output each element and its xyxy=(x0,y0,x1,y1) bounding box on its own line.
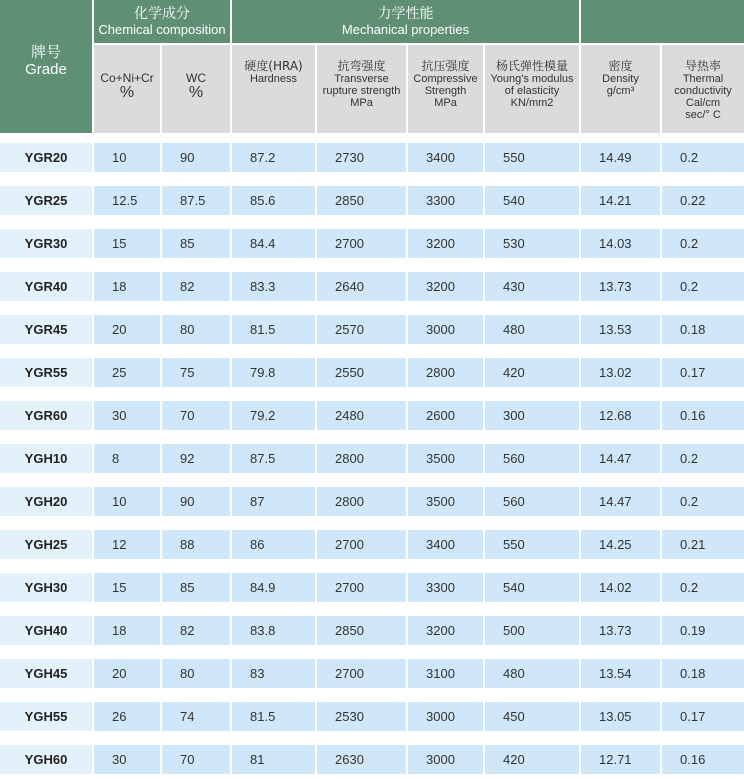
density-cell: 13.05 xyxy=(581,702,660,731)
density-cell: 13.73 xyxy=(581,616,660,645)
wc-label: WC xyxy=(186,71,206,85)
compressive-strength-cell: 3000 xyxy=(408,315,483,344)
compressive-strength-cell: 3200 xyxy=(408,272,483,301)
table-row xyxy=(0,573,744,602)
compressive-strength-cell: 3500 xyxy=(408,487,483,516)
thermal-cn: 导热率 xyxy=(684,59,721,73)
rupture-strength-cell: 2700 xyxy=(317,573,406,602)
hardness-cell: 83.8 xyxy=(232,616,315,645)
table-row xyxy=(0,358,744,387)
grade-cell: YGH45 xyxy=(0,659,92,688)
density-cell: 14.25 xyxy=(581,530,660,559)
density-cell: 13.02 xyxy=(581,358,660,387)
wc-cell: 85 xyxy=(162,229,230,258)
youngs-en-2: of elasticity xyxy=(504,85,560,97)
grade-cell: YGH55 xyxy=(0,702,92,731)
rupture-en-2: rupture strength xyxy=(322,85,401,97)
rupture-en-3: MPa xyxy=(350,97,373,109)
compressive-en-3: MPa xyxy=(434,97,457,109)
grade-cell: YGR30 xyxy=(0,229,92,258)
hardness-cell: 86 xyxy=(232,530,315,559)
conicr-cell: 15 xyxy=(94,573,160,602)
table-row xyxy=(0,659,744,688)
rupture-strength-cell: 2480 xyxy=(317,401,406,430)
density-cell: 14.03 xyxy=(581,229,660,258)
conicr-cell: 10 xyxy=(94,143,160,172)
compressive-strength-cell: 3400 xyxy=(408,530,483,559)
rupture-strength-cell: 2640 xyxy=(317,272,406,301)
youngs-modulus-cell: 480 xyxy=(485,659,579,688)
thermal-en-1: Thermal xyxy=(682,73,724,85)
table-row xyxy=(0,702,744,731)
hardness-cell: 81.5 xyxy=(232,315,315,344)
physical-header-top xyxy=(581,0,744,43)
chemical-header-en: Chemical composition xyxy=(98,22,226,37)
hardness-cell: 79.8 xyxy=(232,358,315,387)
wc-cell: 80 xyxy=(162,315,230,344)
thermal-en-2: conductivity xyxy=(674,85,732,97)
youngs-modulus-cell: 500 xyxy=(485,616,579,645)
youngs-modulus-cell: 480 xyxy=(485,315,579,344)
rupture-cn: 抗弯强度 xyxy=(337,59,386,73)
thermal-conductivity-cell: 0.18 xyxy=(662,315,744,344)
youngs-modulus-cell: 420 xyxy=(485,358,579,387)
conicr-cell: 30 xyxy=(94,401,160,430)
density-en-1: Density xyxy=(602,73,639,85)
compressive-strength-cell: 2600 xyxy=(408,401,483,430)
youngs-modulus-cell: 300 xyxy=(485,401,579,430)
grade-cell: YGH10 xyxy=(0,444,92,473)
wc-cell: 80 xyxy=(162,659,230,688)
conicr-cell: 20 xyxy=(94,315,160,344)
wc-header xyxy=(162,45,230,133)
grade-cell: YGR20 xyxy=(0,143,92,172)
wc-cell: 92 xyxy=(162,444,230,473)
hardness-cell: 84.9 xyxy=(232,573,315,602)
hardness-cell: 87.2 xyxy=(232,143,315,172)
thermal-conductivity-cell: 0.17 xyxy=(662,358,744,387)
compressive-strength-cell: 3300 xyxy=(408,186,483,215)
rupture-strength-cell: 2570 xyxy=(317,315,406,344)
grade-cell: YGR55 xyxy=(0,358,92,387)
thermal-conductivity-cell: 0.2 xyxy=(662,573,744,602)
table-row xyxy=(0,616,744,645)
hardness-cell: 83 xyxy=(232,659,315,688)
thermal-conductivity-cell: 0.2 xyxy=(662,229,744,258)
density-cell: 14.02 xyxy=(581,573,660,602)
density-en-2: g/cm³ xyxy=(606,85,635,97)
conicr-percent: % xyxy=(119,84,135,101)
grade-header xyxy=(0,0,92,133)
grade-cell: YGR45 xyxy=(0,315,92,344)
youngs-modulus-cell: 540 xyxy=(485,573,579,602)
conicr-cell: 18 xyxy=(94,272,160,301)
compressive-cn: 抗压强度 xyxy=(421,59,470,73)
chemical-composition-header xyxy=(94,0,230,43)
table-row xyxy=(0,186,744,215)
grade-header-en: Grade xyxy=(25,61,67,78)
rupture-strength-cell: 2550 xyxy=(317,358,406,387)
hardness-cell: 81.5 xyxy=(232,702,315,731)
thermal-conductivity-header xyxy=(662,45,744,133)
thermal-conductivity-cell: 0.19 xyxy=(662,616,744,645)
youngs-modulus-cell: 560 xyxy=(485,444,579,473)
conicr-label: Co+Ni+Cr xyxy=(100,71,154,85)
grade-cell: YGR25 xyxy=(0,186,92,215)
youngs-modulus-cell: 420 xyxy=(485,745,579,774)
thermal-conductivity-cell: 0.21 xyxy=(662,530,744,559)
rupture-strength-cell: 2700 xyxy=(317,229,406,258)
wc-cell: 87.5 xyxy=(162,186,230,215)
compressive-strength-cell: 3100 xyxy=(408,659,483,688)
compressive-strength-cell: 3200 xyxy=(408,616,483,645)
mechanical-header-cn: 力学性能 xyxy=(377,6,434,22)
density-cell: 14.49 xyxy=(581,143,660,172)
rupture-strength-cell: 2850 xyxy=(317,186,406,215)
hardness-cn: 硬度(HRA) xyxy=(244,59,303,73)
rupture-strength-cell: 2730 xyxy=(317,143,406,172)
grade-cell: YGH60 xyxy=(0,745,92,774)
wc-cell: 75 xyxy=(162,358,230,387)
thermal-conductivity-cell: 0.18 xyxy=(662,659,744,688)
wc-cell: 70 xyxy=(162,401,230,430)
compressive-strength-cell: 2800 xyxy=(408,358,483,387)
compressive-strength-header xyxy=(408,45,483,133)
wc-cell: 90 xyxy=(162,143,230,172)
conicr-cell: 25 xyxy=(94,358,160,387)
compressive-strength-cell: 3200 xyxy=(408,229,483,258)
hardness-cell: 87.5 xyxy=(232,444,315,473)
hardness-cell: 79.2 xyxy=(232,401,315,430)
thermal-conductivity-cell: 0.16 xyxy=(662,401,744,430)
wc-cell: 74 xyxy=(162,702,230,731)
rupture-strength-cell: 2800 xyxy=(317,487,406,516)
thermal-conductivity-cell: 0.22 xyxy=(662,186,744,215)
table-row xyxy=(0,315,744,344)
wc-cell: 82 xyxy=(162,616,230,645)
hardness-cell: 85.6 xyxy=(232,186,315,215)
compressive-strength-cell: 3000 xyxy=(408,745,483,774)
compressive-strength-cell: 3400 xyxy=(408,143,483,172)
thermal-conductivity-cell: 0.2 xyxy=(662,272,744,301)
compressive-strength-cell: 3500 xyxy=(408,444,483,473)
density-cell: 14.47 xyxy=(581,487,660,516)
conicr-cell: 12 xyxy=(94,530,160,559)
conicr-cell: 26 xyxy=(94,702,160,731)
grade-cell: YGH20 xyxy=(0,487,92,516)
youngs-modulus-cell: 550 xyxy=(485,143,579,172)
wc-cell: 88 xyxy=(162,530,230,559)
wc-cell: 70 xyxy=(162,745,230,774)
density-header xyxy=(581,45,660,133)
density-cell: 13.73 xyxy=(581,272,660,301)
conicr-header xyxy=(94,45,160,133)
grade-cell: YGH30 xyxy=(0,573,92,602)
conicr-cell: 18 xyxy=(94,616,160,645)
table-row xyxy=(0,487,744,516)
table-row xyxy=(0,143,744,172)
youngs-cn: 杨氏弹性模量 xyxy=(495,59,568,73)
conicr-cell: 15 xyxy=(94,229,160,258)
thermal-conductivity-cell: 0.2 xyxy=(662,143,744,172)
density-cell: 12.71 xyxy=(581,745,660,774)
rupture-strength-cell: 2700 xyxy=(317,659,406,688)
thermal-conductivity-cell: 0.2 xyxy=(662,444,744,473)
density-cell: 14.21 xyxy=(581,186,660,215)
wc-percent: % xyxy=(188,84,204,101)
mechanical-header-en: Mechanical properties xyxy=(341,22,470,37)
grade-cell: YGR40 xyxy=(0,272,92,301)
grade-header-cn: 牌号 xyxy=(30,43,61,61)
youngs-modulus-header xyxy=(485,45,579,133)
conicr-cell: 20 xyxy=(94,659,160,688)
wc-cell: 90 xyxy=(162,487,230,516)
mechanical-properties-header xyxy=(232,0,579,43)
rupture-strength-cell: 2700 xyxy=(317,530,406,559)
table-row xyxy=(0,401,744,430)
hardness-cell: 83.3 xyxy=(232,272,315,301)
grade-cell: YGH40 xyxy=(0,616,92,645)
rupture-en-1: Transverse xyxy=(334,73,389,85)
wc-cell: 82 xyxy=(162,272,230,301)
youngs-en-1: Young's modulus xyxy=(490,73,574,85)
youngs-en-3: KN/mm2 xyxy=(510,97,554,109)
hardness-cell: 87 xyxy=(232,487,315,516)
youngs-modulus-cell: 530 xyxy=(485,229,579,258)
youngs-modulus-cell: 540 xyxy=(485,186,579,215)
hardness-cell: 81 xyxy=(232,745,315,774)
compressive-strength-cell: 3300 xyxy=(408,573,483,602)
conicr-cell: 8 xyxy=(94,444,160,473)
wc-cell: 85 xyxy=(162,573,230,602)
hardness-header xyxy=(232,45,315,133)
grade-cell: YGR60 xyxy=(0,401,92,430)
thermal-en-3: Cal/cm xyxy=(685,97,721,109)
density-cell: 13.54 xyxy=(581,659,660,688)
rupture-strength-cell: 2530 xyxy=(317,702,406,731)
table-row xyxy=(0,272,744,301)
density-cell: 12.68 xyxy=(581,401,660,430)
rupture-strength-header xyxy=(317,45,406,133)
table-row xyxy=(0,530,744,559)
youngs-modulus-cell: 450 xyxy=(485,702,579,731)
chemical-header-cn: 化学成分 xyxy=(134,6,190,22)
youngs-modulus-cell: 550 xyxy=(485,530,579,559)
rupture-strength-cell: 2630 xyxy=(317,745,406,774)
density-cell: 13.53 xyxy=(581,315,660,344)
youngs-modulus-cell: 560 xyxy=(485,487,579,516)
table-row xyxy=(0,229,744,258)
compressive-strength-cell: 3000 xyxy=(408,702,483,731)
rupture-strength-cell: 2800 xyxy=(317,444,406,473)
compressive-en-2: Strength xyxy=(424,85,467,97)
compressive-en-1: Compressive xyxy=(413,73,478,85)
table-row xyxy=(0,444,744,473)
conicr-cell: 30 xyxy=(94,745,160,774)
thermal-conductivity-cell: 0.2 xyxy=(662,487,744,516)
thermal-en-4: sec/° C xyxy=(685,109,721,121)
conicr-cell: 12.5 xyxy=(94,186,160,215)
rupture-strength-cell: 2850 xyxy=(317,616,406,645)
thermal-conductivity-cell: 0.17 xyxy=(662,702,744,731)
thermal-conductivity-cell: 0.16 xyxy=(662,745,744,774)
hardness-cell: 84.4 xyxy=(232,229,315,258)
table-row xyxy=(0,745,744,774)
grade-cell: YGH25 xyxy=(0,530,92,559)
conicr-cell: 10 xyxy=(94,487,160,516)
density-cell: 14.47 xyxy=(581,444,660,473)
density-cn: 密度 xyxy=(608,59,633,73)
youngs-modulus-cell: 430 xyxy=(485,272,579,301)
hardness-en: Hardness xyxy=(249,73,298,85)
